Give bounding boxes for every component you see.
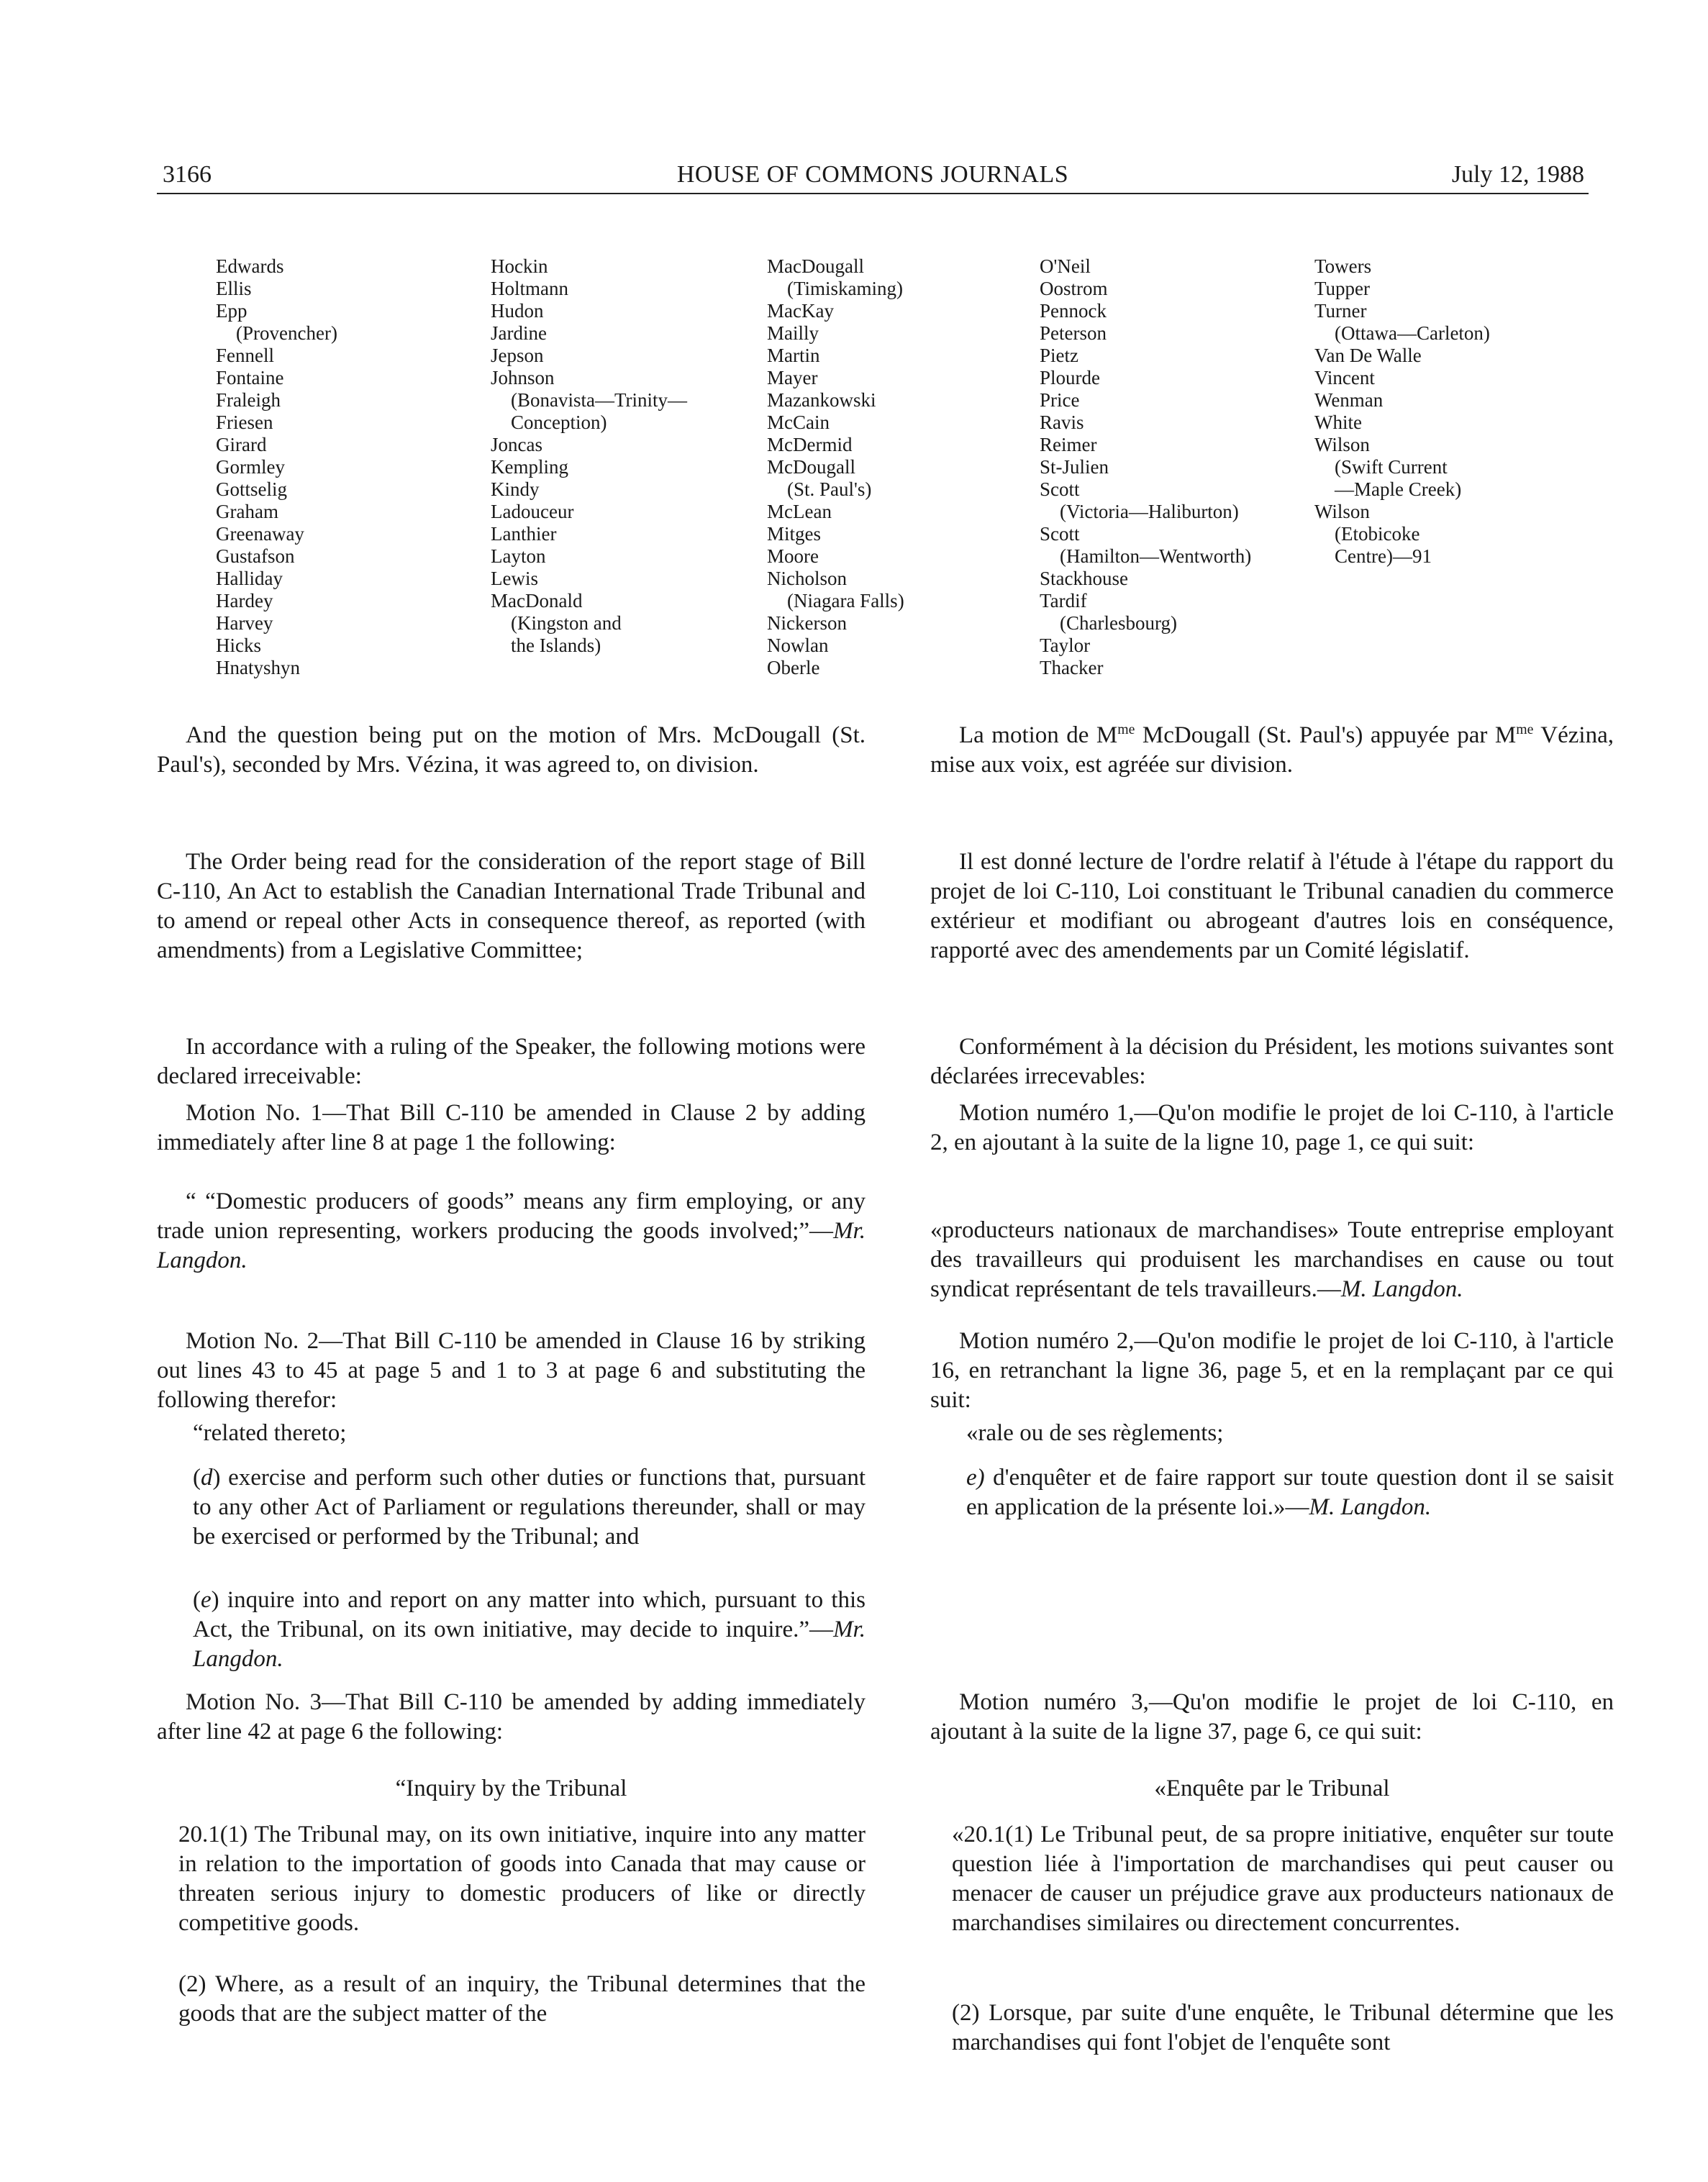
member-name: Centre)—91 bbox=[1335, 545, 1432, 567]
page-number: 3166 bbox=[163, 161, 212, 188]
member-name: Hockin bbox=[491, 255, 548, 277]
member-name: Wenman bbox=[1314, 389, 1384, 411]
member-name: Girard bbox=[216, 434, 267, 455]
member-name: (St. Paul's) bbox=[787, 478, 872, 500]
member-name: (Etobicoke bbox=[1335, 523, 1420, 545]
member-name: Ravis bbox=[1040, 412, 1084, 433]
member-name: Wilson bbox=[1314, 434, 1370, 455]
fr-motion-1: Motion numéro 1,—Qu'on modifie le projet de loi C-110, à l'article 2, en ajoutant à la suite de la ligne 10, page 1, ce qui suit: bbox=[930, 1100, 1614, 1155]
member-name: Greenaway bbox=[216, 523, 304, 545]
en-section-20-1-1: 20.1(1) The Tribunal may, on its own initiative, inquire into any matter in relation to the importation of goods into Canada that may cause or threaten serious injury to domestic producers of like or directly competitive goods. bbox=[178, 1822, 866, 1936]
fr-paragraph-2: Il est donné lecture de l'ordre relatif à l'étude à l'étape du rapport du projet de loi C-110, Loi constituant le Tribunal canadien du commerce extérieur et modifiant ou abrogeant d'autres lois en conséquence, rapporté avec des amendements par un Comité législatif. bbox=[930, 849, 1614, 963]
member-name: Hardey bbox=[216, 590, 273, 612]
member-name: Layton bbox=[491, 545, 546, 567]
en-paragraph-2: The Order being read for the consideration of the report stage of Bill C-110, An Act to establish the Canadian International Trade Tribunal and to amend or repeal other Acts in consequence thereof, as reported (with amendments) from a Legislative Committee; bbox=[157, 849, 866, 963]
member-name: Pietz bbox=[1040, 345, 1078, 366]
member-name: Scott bbox=[1040, 478, 1080, 500]
member-name: Hnatyshyn bbox=[216, 657, 300, 678]
member-name: Nowlan bbox=[767, 635, 829, 656]
member-name: (Niagara Falls) bbox=[787, 590, 904, 612]
member-name: Kempling bbox=[491, 456, 568, 478]
member-name: Towers bbox=[1314, 255, 1372, 277]
member-name: (Kingston and bbox=[511, 612, 622, 634]
member-name: White bbox=[1314, 412, 1362, 433]
member-name: Gormley bbox=[216, 456, 285, 478]
member-name: Oostrom bbox=[1040, 278, 1108, 299]
member-name: MacDonald bbox=[491, 590, 583, 612]
member-name: Nicholson bbox=[767, 568, 847, 589]
member-name: Jepson bbox=[491, 345, 544, 366]
journal-date: July 12, 1988 bbox=[1451, 161, 1584, 188]
member-name: Pennock bbox=[1040, 300, 1107, 322]
names-column-4 bbox=[1040, 255, 1251, 679]
member-name: Tupper bbox=[1314, 278, 1371, 299]
en-paragraph-1: And the question being put on the motion of Mrs. McDougall (St. Paul's), seconded by Mrs. Vézina, it was agreed to, on division. bbox=[157, 722, 866, 778]
fr-paragraph-1: La motion de $M^{me}$ McDougall (St. Paul's) appuyée par $M^{me}$ Vézina, mise aux voix, est agréée sur division. bbox=[930, 722, 1614, 778]
member-name: Mitges bbox=[767, 523, 822, 545]
member-name: Mazankowski bbox=[767, 389, 876, 411]
member-name: (Bonavista—Trinity— bbox=[511, 389, 688, 411]
member-name: Johnson bbox=[491, 367, 555, 388]
member-name: MacKay bbox=[767, 300, 834, 322]
member-name: Ellis bbox=[216, 278, 252, 299]
names-column-5 bbox=[1314, 255, 1490, 568]
member-name: Stackhouse bbox=[1040, 568, 1128, 589]
fr-motion-2-quote: «rale ou de ses règlements; bbox=[966, 1420, 1224, 1446]
member-name: Gottselig bbox=[216, 478, 287, 500]
fr-paragraph-3: Conformément à la décision du Président, les motions suivantes sont déclarées irrecevables: bbox=[930, 1034, 1614, 1089]
member-name: Peterson bbox=[1040, 322, 1107, 344]
member-name: Harvey bbox=[216, 612, 273, 634]
en-motion-2-quote: “related thereto; bbox=[193, 1420, 347, 1446]
member-name: O'Neil bbox=[1040, 255, 1091, 277]
member-name: McDougall bbox=[767, 456, 855, 478]
member-name: Price bbox=[1040, 389, 1080, 411]
en-motion-2-item-d: (d) exercise and perform such other duties or functions that, pursuant to any other Act of Parliament or regulations thereunder, shall or may be exercised or performed by the Tribunal; and bbox=[193, 1465, 866, 1550]
member-name: McLean bbox=[767, 501, 832, 522]
names-column-1 bbox=[216, 255, 337, 679]
member-name: Reimer bbox=[1040, 434, 1097, 455]
member-name: St-Julien bbox=[1040, 456, 1109, 478]
member-name: Thacker bbox=[1040, 657, 1104, 678]
member-name: Taylor bbox=[1040, 635, 1091, 656]
member-name: —Maple Creek) bbox=[1335, 478, 1462, 500]
names-column-3 bbox=[767, 255, 904, 679]
member-name: Fennell bbox=[216, 345, 274, 366]
member-name: Hicks bbox=[216, 635, 261, 656]
member-name: Scott bbox=[1040, 523, 1080, 545]
en-section-20-1-2: (2) Where, as a result of an inquiry, the Tribunal determines that the goods that are the subject matter of the bbox=[178, 1971, 866, 2027]
member-name: (Ottawa—Carleton) bbox=[1335, 322, 1490, 344]
division-names-list bbox=[0, 255, 1708, 687]
member-name: (Victoria—Haliburton) bbox=[1060, 501, 1239, 522]
en-motion-3: Motion No. 3—That Bill C-110 be amended by adding immediately after line 42 at page 6 the following: bbox=[157, 1689, 866, 1745]
member-name: Ladouceur bbox=[491, 501, 574, 522]
member-name: Kindy bbox=[491, 478, 540, 500]
member-name: Fraleigh bbox=[216, 389, 281, 411]
en-motion-2: Motion No. 2—That Bill C-110 be amended in Clause 16 by striking out lines 43 to 45 at page 5 and 1 to 3 at page 6 and substituting the following therefor: bbox=[157, 1328, 866, 1413]
member-name: Vincent bbox=[1314, 367, 1375, 388]
member-name: Conception) bbox=[511, 412, 607, 433]
member-name: (Charlesbourg) bbox=[1060, 612, 1177, 634]
member-name: Fontaine bbox=[216, 367, 284, 388]
member-name: Joncas bbox=[491, 434, 542, 455]
member-name: McCain bbox=[767, 412, 830, 433]
member-name: McDermid bbox=[767, 434, 853, 455]
en-motion-2-item-e: (e) inquire into and report on any matter into which, pursuant to this Act, the Tribunal, on its own initiative, may decide to inquire.”—Mr. Langdon. bbox=[193, 1587, 866, 1672]
member-name: Van De Walle bbox=[1314, 345, 1422, 366]
member-name: (Timiskaming) bbox=[787, 278, 904, 299]
fr-motion-3: Motion numéro 3,—Qu'on modifie le projet de loi C-110, en ajoutant à la suite de la ligne 37, page 6, ce qui suit: bbox=[930, 1689, 1614, 1745]
member-name: (Provencher) bbox=[236, 322, 337, 344]
member-name: Hudon bbox=[491, 300, 544, 322]
fr-section-20-1-2: (2) Lorsque, par suite d'une enquête, le Tribunal détermine que les marchandises qui font l'objet de l'enquête sont bbox=[952, 2000, 1614, 2055]
fr-motion-1-text: «producteurs nationaux de marchandises» Toute entreprise employant des travailleurs qui produisent les marchandises en cause ou tout syndicat représentant de tels travailleurs.—M. Langdon. bbox=[930, 1217, 1614, 1302]
member-name: Halliday bbox=[216, 568, 283, 589]
member-name: Lewis bbox=[491, 568, 538, 589]
en-paragraph-3: In accordance with a ruling of the Speaker, the following motions were declared irreceivable: bbox=[157, 1034, 866, 1089]
names-column-2 bbox=[491, 255, 687, 657]
member-name: Oberle bbox=[767, 657, 820, 678]
en-motion-1: Motion No. 1—That Bill C-110 be amended in Clause 2 by adding immediately after line 8 at page 1 the following: bbox=[157, 1100, 866, 1155]
member-name: Epp bbox=[216, 300, 247, 322]
member-name: (Hamilton—Wentworth) bbox=[1060, 545, 1252, 567]
fr-heading-enquete: «Enquête par le Tribunal bbox=[1154, 1776, 1390, 1801]
fr-motion-2: Motion numéro 2,—Qu'on modifie le projet de loi C-110, à l'article 16, en retranchant la ligne 36, page 5, et en la remplaçant par ce qui suit: bbox=[930, 1328, 1614, 1413]
member-name: (Swift Current bbox=[1335, 456, 1448, 478]
member-name: Moore bbox=[767, 545, 819, 567]
member-name: Wilson bbox=[1314, 501, 1370, 522]
member-name: Lanthier bbox=[491, 523, 557, 545]
member-name: Nickerson bbox=[767, 612, 847, 634]
member-name: Edwards bbox=[216, 255, 284, 277]
fr-motion-2-item-e: e) d'enquêter et de faire rapport sur toute question dont il se saisit en application de la présente loi.»—M. Langdon. bbox=[966, 1465, 1614, 1520]
member-name: Tardif bbox=[1040, 590, 1087, 612]
member-name: Graham bbox=[216, 501, 278, 522]
member-name: the Islands) bbox=[511, 635, 601, 656]
journal-title: HOUSE OF COMMONS JOURNALS bbox=[676, 161, 1069, 188]
member-name: Turner bbox=[1314, 300, 1367, 322]
member-name: Mailly bbox=[767, 322, 819, 344]
fr-section-20-1-1: «20.1(1) Le Tribunal peut, de sa propre initiative, enquêter sur toute question liée à l'importation de marchandises qui peut causer ou menacer de causer un préjudice grave aux producteurs nationaux de marchandises similaires ou directement concurrentes. bbox=[952, 1822, 1614, 1936]
member-name: MacDougall bbox=[767, 255, 864, 277]
page-header bbox=[157, 157, 1589, 194]
member-name: Jardine bbox=[491, 322, 547, 344]
member-name: Holtmann bbox=[491, 278, 568, 299]
mover-name: Mr. Langdon. bbox=[157, 1218, 866, 1273]
member-name: Friesen bbox=[216, 412, 273, 433]
member-name: Plourde bbox=[1040, 367, 1100, 388]
member-name: Gustafson bbox=[216, 545, 295, 567]
member-name: Mayer bbox=[767, 367, 818, 388]
en-heading-inquiry: “Inquiry by the Tribunal bbox=[395, 1776, 627, 1801]
member-name: Martin bbox=[767, 345, 820, 366]
en-motion-1-text: “ “Domestic producers of goods” means any firm employing, or any trade union representing, workers producing the goods involved;”—Mr. Langdon. bbox=[157, 1188, 866, 1273]
